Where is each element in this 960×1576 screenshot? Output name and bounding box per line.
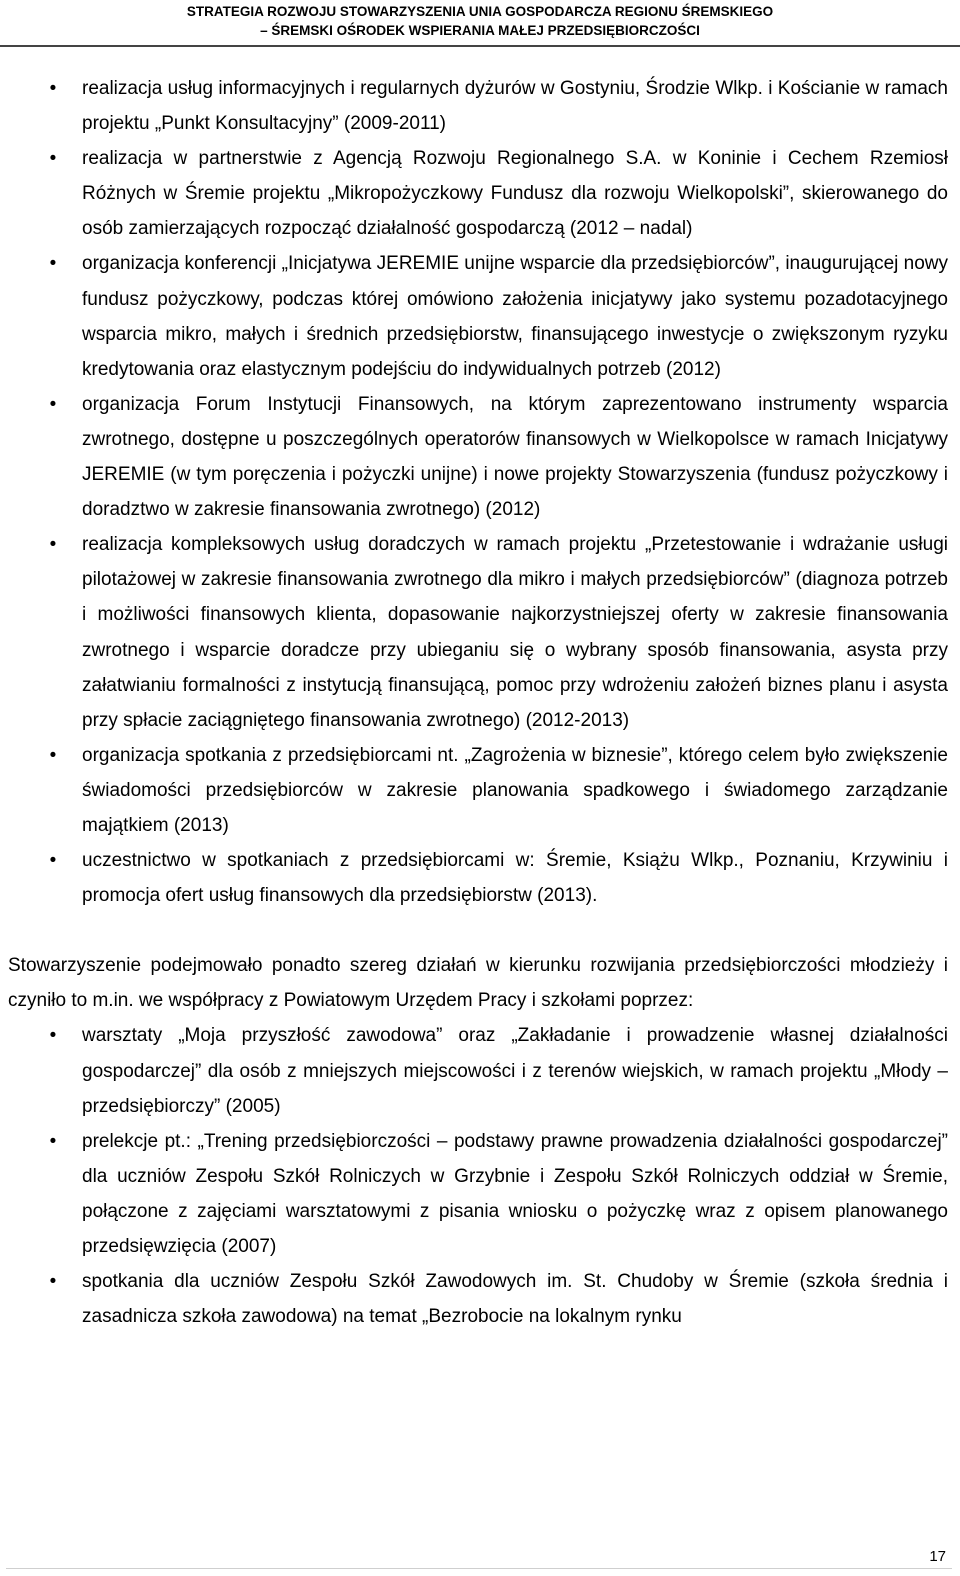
body-paragraph: Stowarzyszenie podejmowało ponadto szereg działań w kierunku rozwijania przedsiębiorczości młodzieży i czyniło to m.in. we współpracy z Powiatowym Urzędem Pracy i szkołami poprzez: bbox=[8, 955, 948, 1012]
list-item: • warsztaty „Moja przyszłość zawodowa” oraz „Zakładanie i prowadzenie własnej działalności gospodarczej” dla osób z mniejszych miejscowości i z terenów wiejskich, w ramach projektu „Młody – przedsiębiorczy” (2005) bbox=[8, 1018, 948, 1123]
bullet-icon: • bbox=[49, 1130, 57, 1152]
bullet-icon: • bbox=[49, 850, 57, 872]
bullet-icon: • bbox=[49, 1025, 57, 1047]
bullet-icon: • bbox=[49, 148, 57, 170]
page-number: 17 bbox=[929, 1548, 946, 1565]
bullet-icon: • bbox=[49, 744, 57, 766]
document-body bbox=[8, 71, 948, 1334]
list-item: • organizacja spotkania z przedsiębiorcami nt. „Zagrożenia w biznesie”, którego celem było zwiększenie świadomości przedsiębiorców w zakresie planowania spadkowego i świadomego zarządzanie majątkiem (2013) bbox=[8, 738, 948, 843]
page-header bbox=[0, 0, 960, 46]
bullet-icon: • bbox=[49, 253, 57, 275]
header-divider bbox=[0, 45, 960, 47]
list-item: • realizacja usług informacyjnych i regularnych dyżurów w Gostyniu, Środzie Wlkp. i Kościanie w ramach projektu „Punkt Konsultacyjny” (2009-2011) bbox=[8, 71, 948, 141]
bullet-icon: • bbox=[49, 393, 57, 415]
bullet-icon: • bbox=[49, 1271, 57, 1293]
bullet-list-youth-activities bbox=[8, 1018, 948, 1334]
bullet-icon: • bbox=[49, 534, 57, 556]
list-item: • realizacja kompleksowych usług doradczych w ramach projektu „Przetestowanie i wdrażanie usługi pilotażowej w zakresie finansowania zwrotnego dla mikro i małych przedsiębiorców” (diagnoza potrzeb i możliwości finansowych klienta, dopasowanie najkorzystniejszej oferty w zakresie finansowania zwrotnego i wsparcie doradcze przy ubieganiu się o wybrany sposób finansowania, asysta przy załatwianiu formalności z instytucją finansującą, pomoc przy wdrożeniu założeń biznes planu i asysta przy spłacie zaciągniętego finansowania zwrotnego) (2012-2013) bbox=[8, 527, 948, 738]
list-item: • organizacja konferencji „Inicjatywa JEREMIE unijne wsparcie dla przedsiębiorców”, inaugurującej nowy fundusz pożyczkowy, podczas której omówiono założenia inicjatywy jako systemu pozadotacyjnego wsparcia mikro, małych i średnich przedsiębiorstw, finansującego inwestycje o zwiększonym ryzyku kredytowania oraz elastycznym podejściu do indywidualnych potrzeb (2012) bbox=[8, 246, 948, 386]
header-title-line2: – ŚREMSKI OŚRODEK WSPIERANIA MAŁEJ PRZEDSIĘBIORCZOŚCI bbox=[260, 23, 700, 38]
list-item: • realizacja w partnerstwie z Agencją Rozwoju Regionalnego S.A. w Koninie i Cechem Rzemiosł Różnych w Śremie projektu „Mikropożyczkowy Fundusz dla rozwoju Wielkopolski”, skierowanego do osób zamierzających rozpocząć działalność gospodarczą (2012 – nadal) bbox=[8, 141, 948, 246]
footer-divider bbox=[6, 1568, 952, 1569]
list-item: • spotkania dla uczniów Zespołu Szkół Zawodowych im. St. Chudoby w Śremie (szkoła średnia i zasadnicza szkoła zawodowa) na temat „Bezrobocie na lokalnym rynku bbox=[8, 1264, 948, 1334]
list-item: • prelekcje pt.: „Trening przedsiębiorczości – podstawy prawne prowadzenia działalności gospodarczej” dla uczniów Zespołu Szkół Rolniczych w Grzybnie i Zespołu Szkół Rolniczych oddział w Śremie, połączone z zajęciami warsztatowymi z pisania wniosku o pożyczkę wraz z opisem planowanego przedsięwzięcia (2007) bbox=[8, 1124, 948, 1264]
list-item: • uczestnictwo w spotkaniach z przedsiębiorcami w: Śremie, Książu Wlkp., Poznaniu, Krzywiniu i promocja ofert usług finansowych dla przedsiębiorstw (2013). bbox=[8, 843, 948, 913]
list-item: • organizacja Forum Instytucji Finansowych, na którym zaprezentowano instrumenty wsparcia zwrotnego, dostępne u poszczególnych operatorów finansowych w Wielkopolsce w ramach Inicjatywy JEREMIE (w tym poręczenia i pożyczki unijne) i nowe projekty Stowarzyszenia (fundusz pożyczkowy i doradztwo w zakresie finansowania zwrotnego) (2012) bbox=[8, 387, 948, 527]
header-title-line1: STRATEGIA ROZWOJU STOWARZYSZENIA UNIA GOSPODARCZA REGIONU ŚREMSKIEGO bbox=[186, 4, 774, 19]
bullet-icon: • bbox=[49, 78, 57, 99]
bullet-list-activities bbox=[8, 71, 948, 913]
